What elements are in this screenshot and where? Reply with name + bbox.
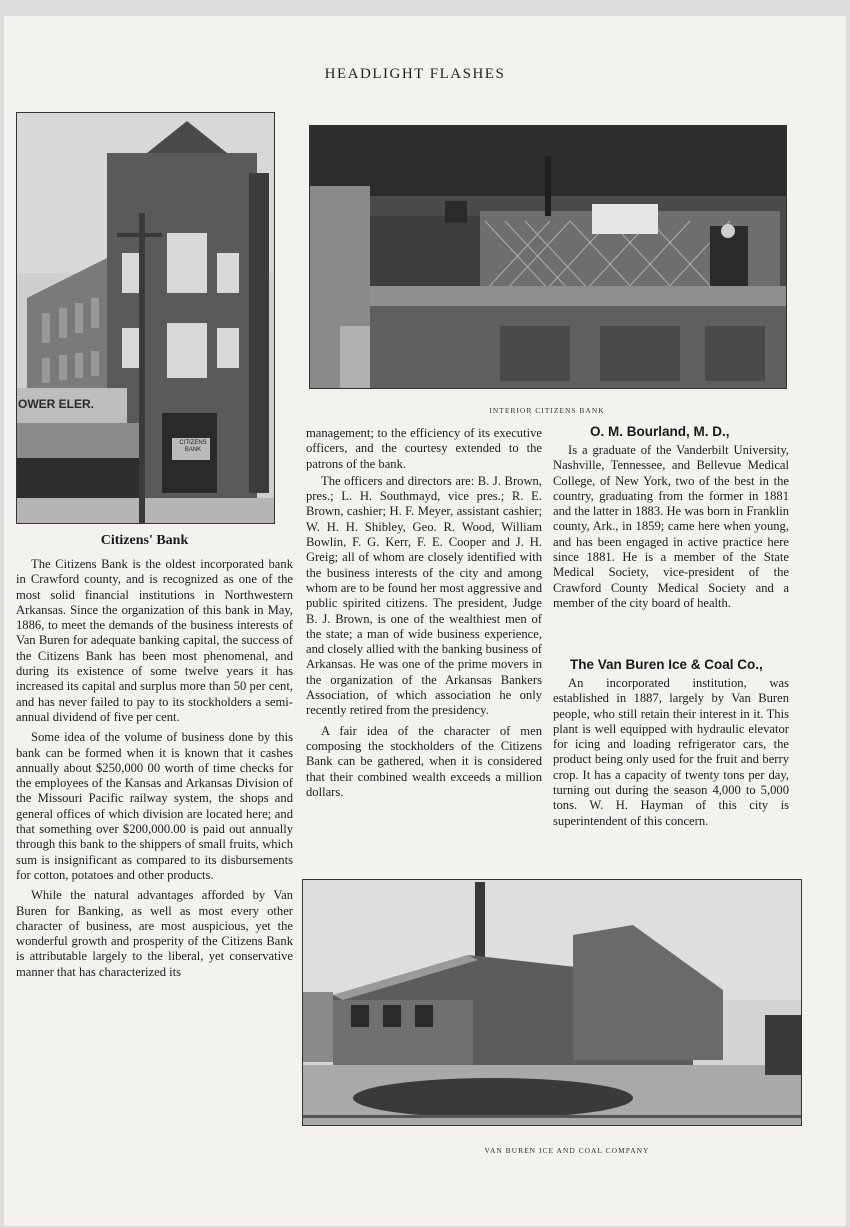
bank-exterior-photo xyxy=(16,112,275,524)
page-header: HEADLIGHT FLASHES xyxy=(324,66,506,82)
ice-coal-paragraph: An incorporated institution, was established in 1887, largely by Van Buren people, who still retain their interest in it. This plant is well equipped with hydraulic elevator for icing and loading refrigerator cars, the product being only used for the fruit and berry crop. It has a capacity of twenty tons per day, turning out during the season 4,000 to 5,000 tons. W. H. Hayman of this city is superintendent of this concern. xyxy=(553,676,789,828)
citizens-paragraph-1: The Citizens Bank is the oldest incorporated bank in Crawford county, and is recognized as one of the most solid financial institutions in Northwestern Arkansas. Since the organization of this bank in May, 1886, to meet the demands of the business interests of Van Buren for adequate banking capital, the success of the Citizens Bank has been most phenomenal, and during its existence of some twelve years it has increased its capital and surplus more than 50 per cent, and has never failed to pay to its stockholders a semi-annual dividend of five per cent. xyxy=(16,557,293,724)
ice-coal-text xyxy=(553,676,789,829)
ice-coal-title: The Van Buren Ice & Coal Co., xyxy=(570,657,763,672)
bourland-title: O. M. Bourland, M. D., xyxy=(590,424,730,439)
citizens-bank-text-col1 xyxy=(16,557,293,980)
citizens-paragraph-2: Some idea of the volume of business done by this bank can be formed when it is known that it cashes annually about $250,000 00 worth of time checks for the employees of the Kansas and Arkansas Division of the Missouri Pacific railway system, the shops and general offices of which division are located here; and that something over $200,000.00 is paid out annually through this bank to the shippers of small fruits, which sum is insignificant as compared to its disbursements for cotton, potatoes and other products. xyxy=(16,730,293,882)
ice-coal-photo xyxy=(302,879,802,1126)
bourland-text xyxy=(553,443,789,611)
citizens-paragraph-4: management; to the efficiency of its executive officers, and the courtesy extended to the patrons of the bank. xyxy=(306,426,542,471)
citizens-paragraph-3: While the natural advantages afforded by Van Buren for Banking, as well as most every other character of business, are most auspicious, yet the wonderful growth and prosperity of the Citizens Bank is attributable largely to the liberal, yet conservative manner that has characterized its xyxy=(16,888,293,979)
bank-sign-text: CITIZENS BANK xyxy=(179,440,207,453)
citizens-paragraph-6: A fair idea of the character of men composing the stockholders of the Citizens Bank can be gathered, when it is considered that their combined wealth exceeds a million dollars. xyxy=(306,723,542,799)
citizens-bank-title: Citizens' Bank xyxy=(100,533,189,548)
citizens-bank-text-col2 xyxy=(306,426,542,800)
interior-caption: INTERIOR CITIZENS BANK xyxy=(489,406,605,415)
citizens-paragraph-5: The officers and directors are: B. J. Brown, pres.; L. H. Southmayd, vice pres.; R. E. Brown, cashier; H. F. Meyer, assistant cashier; W. H. H. Shibley, Geo. R. Wood, William Bowlin, F. G. Kerr, F. E. Cooper and J. H. Greig; all of whom are closely identified with the business interests of the city and among whom are to be found her most aggressive and public spirited citizens. The president, Judge B. J. Brown, is one of the wealthiest men of the state; a man of wide business experience, and closely allied with the banking business of Arkansas. He was one of the prime movers in the organization of the Arkansas Bankers Association, of which association he only recently retired from the presidency. xyxy=(306,473,542,718)
jeweler-sign-text: OWER ELER. xyxy=(18,398,95,410)
bourland-paragraph: Is a graduate of the Vanderbilt University, Nashville, Tennessee, and Bellevue Medical College, of New York, two of the best in the country, graduating from the former in 1881 and the latter in 1883. He was born in Franklin county, Ark., in 1859; came here when young, and has been engaged in active practice here since 1881. He is a member of the State Medical Society, vice-president of the Crawford County Medical Society and a member of the city board of health. xyxy=(553,443,789,610)
ice-coal-caption: VAN BUREN ICE AND COAL COMPANY xyxy=(484,1146,650,1155)
interior-photo xyxy=(309,125,787,389)
